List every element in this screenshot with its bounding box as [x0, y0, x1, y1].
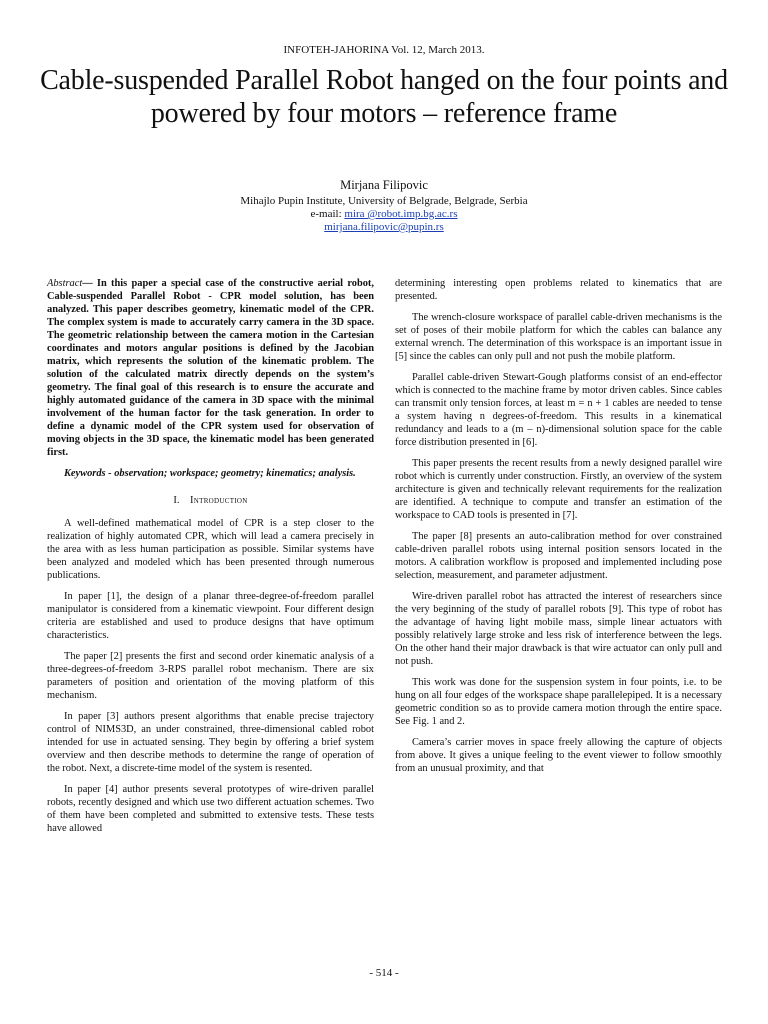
- body-paragraph: This paper presents the recent results from a newly designed parallel wire robot which is currently under construction. Firstly, an overview of the system architecture is given and technically relevant requirements for the realization are identified. A technique to compute and transfer an estimation of the workspace to CAD tools is presented in [7].: [395, 458, 722, 521]
- left-column: [47, 277, 374, 843]
- email-link-2[interactable]: mirjana.filipovic@pupin.rs: [324, 221, 444, 233]
- body-paragraph: Camera’s carrier moves in space freely allowing the capture of objects from above. It gives a unique feeling to the event viewer to follow smoothly from an unusual proximity, and that: [395, 737, 722, 774]
- body-paragraph: Wire-driven parallel robot has attracted the interest of researchers since the very beginning of the study of parallel robots [9]. This type of robot has the advantage of having light mobile mass, simple linear actuators with possibly relatively large stroke and less risk of interference between the legs. On the other hand their major drawback is that wire actuator can only pull and not push.: [395, 591, 722, 667]
- section-number: I.: [173, 495, 180, 506]
- email-label: e-mail:: [310, 208, 345, 220]
- keywords: Keywords - observation; workspace; geometry; kinematics; analysis.: [64, 468, 356, 479]
- page-number: - 514 -: [369, 967, 399, 979]
- body-paragraph: In paper [3] authors present algorithms that enable precise trajectory control of NIMS3D, an under constrained, three-dimensional cabled robot intended for use in actuated sensing. They begin by offering a brief system overview and then describe methods to determine the range of operation of the robot. Next, a discrete-time model of the system is resented.: [47, 711, 374, 774]
- venue-header: INFOTEH-JAHORINA Vol. 12, March 2013.: [283, 44, 485, 56]
- right-column: [395, 277, 722, 783]
- body-paragraph: In paper [1], the design of a planar three-degree-of-freedom parallel manipulator is considered from a kinematic viewpoint. Four different design criteria are established and used to produce designs that have optimum characteristics.: [47, 591, 374, 641]
- abstract: [47, 277, 374, 459]
- abstract-text: In this paper a special case of the constructive aerial robot, Cable-suspended Parallel Robot - CPR model solution, has been analyzed. This paper describes geometry, kinematic model of the CPR. The complex system is made to accurately carry camera in the 3D space. The geometric relationship between the camera motion in the Cartesian coordinates and motors angular positions is defined by the Jacobian matrix, which represents the solution of the kinematic problem. The solution of the calculated matrix directly depends on the system’s geometry. The final goal of this research is to ensure the accurate and highly automated guidance of the camera in 3D space with the minimal involvement of the human factor for the task generation. In order to define a dynamic model of the CPR system used for observation of moving objects in the 3D space, the kinematic model has been generated first.: [47, 278, 374, 458]
- author-affiliation: Mihajlo Pupin Institute, University of Belgrade, Belgrade, Serbia: [240, 195, 528, 207]
- paper-title: Cable-suspended Parallel Robot hanged on the four points and powered by four motors – reference frame: [40, 65, 728, 129]
- author-affiliation-block: [0, 195, 768, 234]
- body-paragraph: The paper [2] presents the first and second order kinematic analysis of a three-degrees-of-freedom 3-RPS parallel robot mechanism. There are six parameters of position and orientation of the moving platform of this mechanism.: [47, 651, 374, 701]
- abstract-dash: —: [82, 278, 97, 289]
- body-paragraph: In paper [4] author presents several prototypes of wire-driven parallel robots, recently designed and which use two different actuation schemes. Two of them have been completed and submitted to extensive tests. These tests have allowed: [47, 784, 374, 834]
- body-paragraph: The paper [8] presents an auto-calibration method for over constrained cable-driven parallel robots using internal position sensors located in the motors. A calibration workflow is proposed and implemented including pose selection, measurement, and parameter adjustment.: [395, 531, 722, 581]
- abstract-label: Abstract: [47, 278, 83, 289]
- email-link-1[interactable]: mira @robot.imp.bg.ac.rs: [344, 208, 458, 220]
- body-paragraph: determining interesting open problems related to kinematics that are presented.: [395, 278, 722, 302]
- section-title: Introduction: [189, 495, 248, 506]
- author-email-line-2: [0, 221, 768, 234]
- body-paragraph: Parallel cable-driven Stewart-Gough platforms consist of an end-effector which is connected to the machine frame by motor driven cables. Since cables can transmit only tension forces, at least m = n + 1 cables are needed to tense a system having n degrees-of-freedom. This results in a kinematical redundancy and leads to a (m – n)-dimensional solution space for the cable force distribution presented in [6].: [395, 372, 722, 448]
- body-paragraph: The wrench-closure workspace of parallel cable-driven mechanisms is the set of poses of their mobile platform for which the cables can balance any external wrench. The determination of this workspace is an important issue in [5] since the cables can only pull and not push the mobile platform.: [395, 312, 722, 362]
- author-name: Mirjana Filipovic: [340, 178, 428, 192]
- section-heading-introduction: [47, 494, 374, 507]
- author-email-line: [0, 208, 768, 221]
- body-paragraph: A well-defined mathematical model of CPR is a step closer to the realization of highly automated CPR, which will lead a camera precisely in the area with as less human participation as possible. Similar systems have been analyzed and modeled which has been presented through numerous publications.: [47, 518, 374, 581]
- body-paragraph: This work was done for the suspension system in four points, i.e. to be hung on all four edges of the workspace shape parallelepiped. It is a necessary geometric condition so as to provide camera motion through the entire space. See Fig. 1 and 2.: [395, 677, 722, 727]
